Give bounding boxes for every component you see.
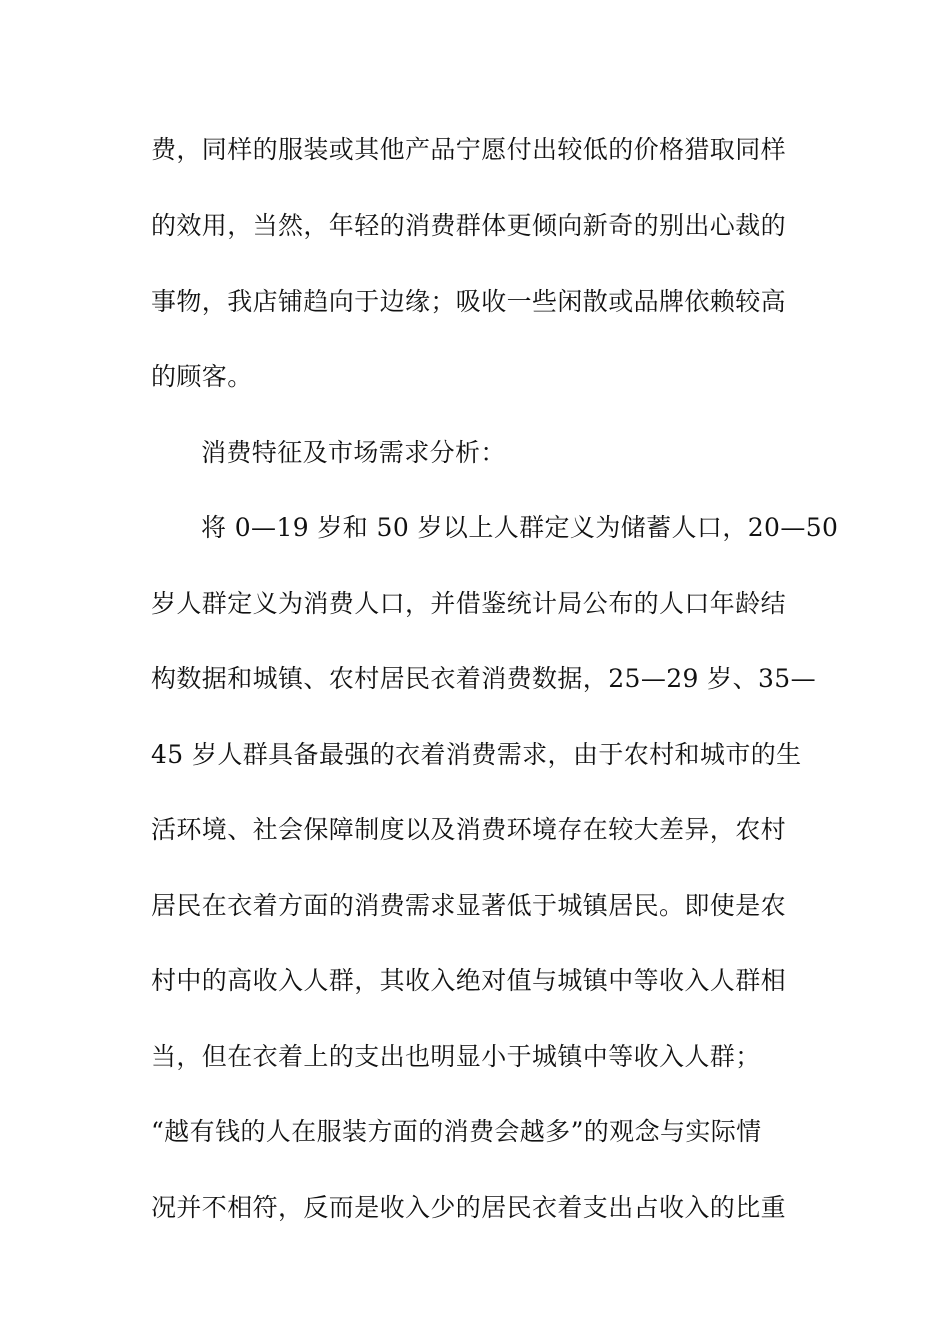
text-line: 将 0—19 岁和 50 岁以上人群定义为储蓄人口，20—50 [201, 513, 839, 542]
text-line: 岁人群定义为消费人口，并借鉴统计局公布的人口年龄结 [151, 589, 787, 618]
text-line: 村中的高收入人群，其收入绝对值与城镇中等收入人群相 [151, 966, 787, 995]
text-line: 费，同样的服装或其他产品宁愿付出较低的价格猎取同样 [151, 135, 787, 164]
section-heading: 消费特征及市场需求分析： [201, 438, 506, 467]
text-line: 的效用，当然，年轻的消费群体更倾向新奇的别出心裁的 [151, 211, 787, 240]
text-line: 居民在衣着方面的消费需求显著低于城镇居民。即使是农 [151, 891, 787, 920]
text-line: 况并不相符，反而是收入少的居民衣着支出占收入的比重 [151, 1193, 787, 1222]
text-line: 的顾客。 [151, 362, 253, 391]
text-line: “越有钱的人在服装方面的消费会越多”的观念与实际情 [151, 1117, 762, 1146]
text-line: 构数据和城镇、农村居民衣着消费数据，25—29 岁、35— [151, 664, 816, 693]
text-line: 活环境、社会保障制度以及消费环境存在较大差异，农村 [151, 815, 787, 844]
text-line: 当，但在衣着上的支出也明显小于城镇中等收入人群； [151, 1042, 761, 1071]
text-line: 事物，我店铺趋向于边缘；吸收一些闲散或品牌依赖较高 [151, 287, 787, 316]
text-line: 45 岁人群具备最强的衣着消费需求，由于农村和城市的生 [151, 740, 802, 769]
